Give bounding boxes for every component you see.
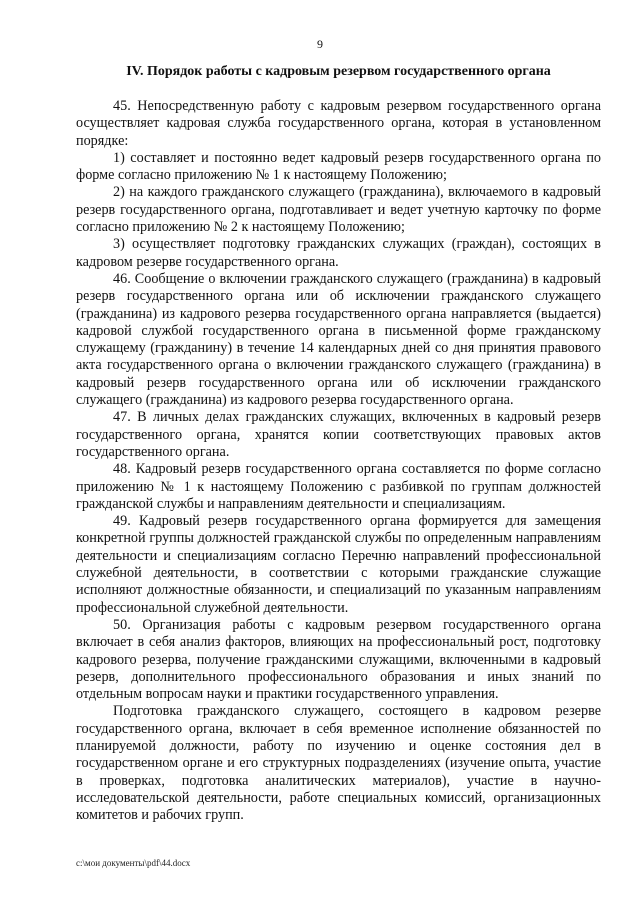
paragraph-45-item-1: 1) составляет и постоянно ведет кадровый резерв государственного органа по форме согласно приложению № 1 к настоящему Положению; xyxy=(76,149,601,184)
page-number: 9 xyxy=(317,37,323,51)
paragraph-49: 49. Кадровый резерв государственного органа формируется для замещения конкретной группы должностей гражданской службы по определенным направлениям деятельности и специализациям согласно Перечню направлений профессиональной служебной деятельности, в соответствии с которыми гражданские служащие исполняют должностные обязанности, и специализаций по указанным направлениям профессиональной служебной деятельности. xyxy=(76,513,601,616)
document-body xyxy=(76,98,601,824)
paragraph-48: 48. Кадровый резерв государственного органа составляется по форме согласно приложению № 1 к настоящему Положению с разбивкой по группам должностей гражданской службы и направлениям деятельности и специализациям. xyxy=(76,461,601,512)
section-title: IV. Порядок работы с кадровым резервом государственного органа xyxy=(126,64,551,79)
paragraph-46: 46. Сообщение о включении гражданского служащего (гражданина) в кадровый резерв государственного органа или об исключении гражданского служащего (гражданина) из кадрового резерва государственного органа направляется (выдается) кадровой службой государственного органа в письменной форме гражданскому служащему (гражданину) в течение 14 календарных дней со дня принятия правового акта государственного органа о включении гражданского служащего (гражданина) в кадровый резерв государственного органа или об исключении гражданского служащего (гражданина) из кадрового резерва государственного органа. xyxy=(76,270,601,409)
paragraph-45-item-2: 2) на каждого гражданского служащего (гражданина), включаемого в кадровый резерв государственного органа, подготавливает и ведет учетную карточку по форме согласно приложению № 2 к настоящему Положению; xyxy=(76,184,601,236)
footer-file-path: c:\мои документы\pdf\44.docx xyxy=(76,858,191,868)
paragraph-50-continued: Подготовка гражданского служащего, состоящего в кадровом резерве государственного органа, включает в себя временное исполнение обязанностей по планируемой должности, работу по изучению и оценке состояния дел в государственном органе и его структурных подразделениях (изучение опыта, участие в проверках, подготовка аналитических материалов), участие в научно-исследовательской деятельности, работе специальных комиссий, организационных комитетов и рабочих групп. xyxy=(76,703,601,824)
paragraph-47: 47. В личных делах гражданских служащих, включенных в кадровый резерв государственного органа, хранятся копии соответствующих правовых актов государственного органа. xyxy=(76,409,601,460)
paragraph-45: 45. Непосредственную работу с кадровым резервом государственного органа осуществляет кадровая служба государственного органа, которая в установленном порядке: xyxy=(76,98,601,149)
paragraph-50: 50. Организация работы с кадровым резервом государственного органа включает в себя анализ факторов, влияющих на профессиональный рост, подготовку кадрового резерва, получение гражданскими служащими, включенными в кадровый резерв, дополнительного профессионального образования и иных знаний по отдельным вопросам науки и практики государственного управления. xyxy=(76,616,601,703)
paragraph-45-item-3: 3) осуществляет подготовку гражданских служащих (граждан), состоящих в кадровом резерве государственного органа. xyxy=(76,236,601,270)
